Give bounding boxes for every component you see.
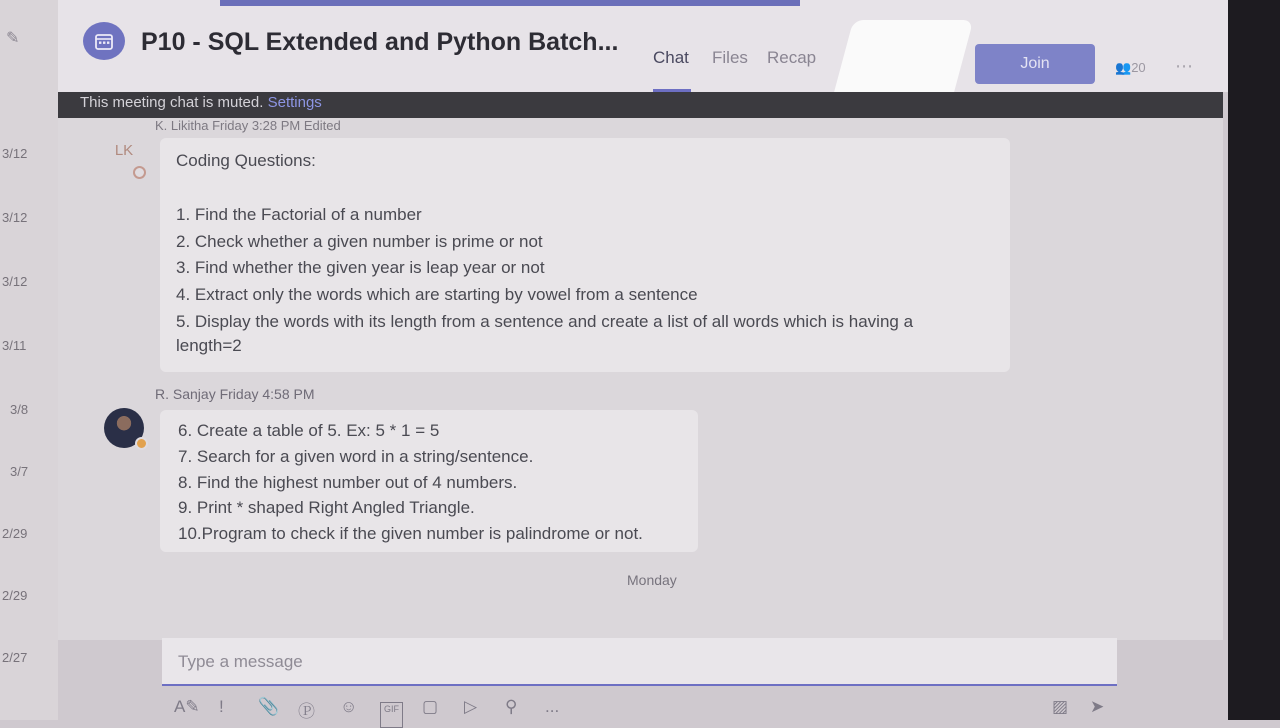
title-bar-accent <box>220 0 800 6</box>
priority-icon[interactable]: ! <box>219 697 224 716</box>
tab-chat[interactable]: Chat <box>653 48 689 67</box>
format-icon[interactable]: A✎ <box>174 697 200 716</box>
praise-icon[interactable]: ⚲ <box>505 697 518 716</box>
message-line: 6. Create a table of 5. Ex: 5 * 1 = 5 <box>178 421 440 440</box>
avatar[interactable]: LK <box>114 142 134 159</box>
presence-icon <box>133 166 146 179</box>
message-line: 1. Find the Factorial of a number <box>176 205 422 224</box>
chat-list-date[interactable]: 3/11 <box>2 338 27 353</box>
calendar-icon <box>83 22 125 60</box>
presence-icon <box>135 437 148 450</box>
chat-list-date[interactable]: 3/12 <box>2 274 28 289</box>
message-line: 2. Check whether a given number is prime or not <box>176 232 543 251</box>
message-line: Coding Questions: <box>176 151 316 170</box>
join-button[interactable]: Join <box>975 44 1095 84</box>
chat-list-date[interactable]: 3/12 <box>2 146 28 161</box>
more-options-icon[interactable]: ⋯ <box>1175 56 1193 76</box>
chat-list-date[interactable]: 3/7 <box>10 464 29 479</box>
emoji-icon[interactable]: ☺ <box>340 697 358 716</box>
attach-icon[interactable]: 📎 <box>258 697 280 716</box>
message-line: 3. Find whether the given year is leap year or not <box>176 258 545 277</box>
chat-list-date[interactable]: 3/8 <box>10 402 29 417</box>
muted-message: This meeting chat is muted. <box>80 94 264 111</box>
monitor-bezel <box>1228 0 1280 720</box>
tab-recap[interactable]: Recap <box>767 48 817 67</box>
more-actions-icon[interactable]: ... <box>545 697 560 716</box>
compose-icon[interactable]: ✎ <box>6 30 20 47</box>
sticker-icon[interactable]: ▢ <box>422 697 439 716</box>
chat-list-date[interactable]: 2/29 <box>2 526 28 541</box>
chat-list-strip <box>0 0 58 720</box>
participant-count: 20 <box>1131 60 1146 75</box>
message-line: length=2 <box>176 336 242 355</box>
settings-link[interactable]: Settings <box>267 94 322 111</box>
message-meta: R. Sanjay Friday 4:58 PM <box>155 386 315 402</box>
video-clip-icon[interactable]: ▨ <box>1052 697 1069 716</box>
loop-icon[interactable]: Ⓟ <box>298 702 315 721</box>
send-icon[interactable]: ➤ <box>1090 697 1105 716</box>
meeting-title: P10 - SQL Extended and Python Batch... <box>141 28 619 56</box>
gif-icon[interactable]: GIF <box>380 702 403 728</box>
message-line: 10.Program to check if the given number is palindrome or not. <box>178 524 643 543</box>
chat-list-date[interactable]: 3/12 <box>2 210 28 225</box>
participants-button[interactable]: 👥20 <box>1115 60 1146 75</box>
schedule-icon[interactable]: ▷ <box>464 697 478 716</box>
message-meta: K. Likitha Friday 3:28 PM Edited <box>155 118 341 133</box>
muted-banner-text <box>80 94 322 111</box>
compose-box <box>162 638 1117 686</box>
message-line: 9. Print * shaped Right Angled Triangle. <box>178 498 475 517</box>
chat-list-date[interactable]: 2/29 <box>2 588 28 603</box>
day-divider: Monday <box>627 572 677 588</box>
message-line: 7. Search for a given word in a string/sentence. <box>178 447 534 466</box>
message-input[interactable] <box>176 648 1080 676</box>
tab-files[interactable]: Files <box>712 48 748 67</box>
message-line: 5. Display the words with its length from a sentence and create a list of all words which is having a <box>176 312 914 331</box>
message-line: 8. Find the highest number out of 4 numbers. <box>178 473 518 492</box>
message-bubble <box>160 138 1010 372</box>
message-line: 4. Extract only the words which are starting by vowel from a sentence <box>176 285 698 304</box>
chat-list-date[interactable]: 2/27 <box>2 650 28 665</box>
